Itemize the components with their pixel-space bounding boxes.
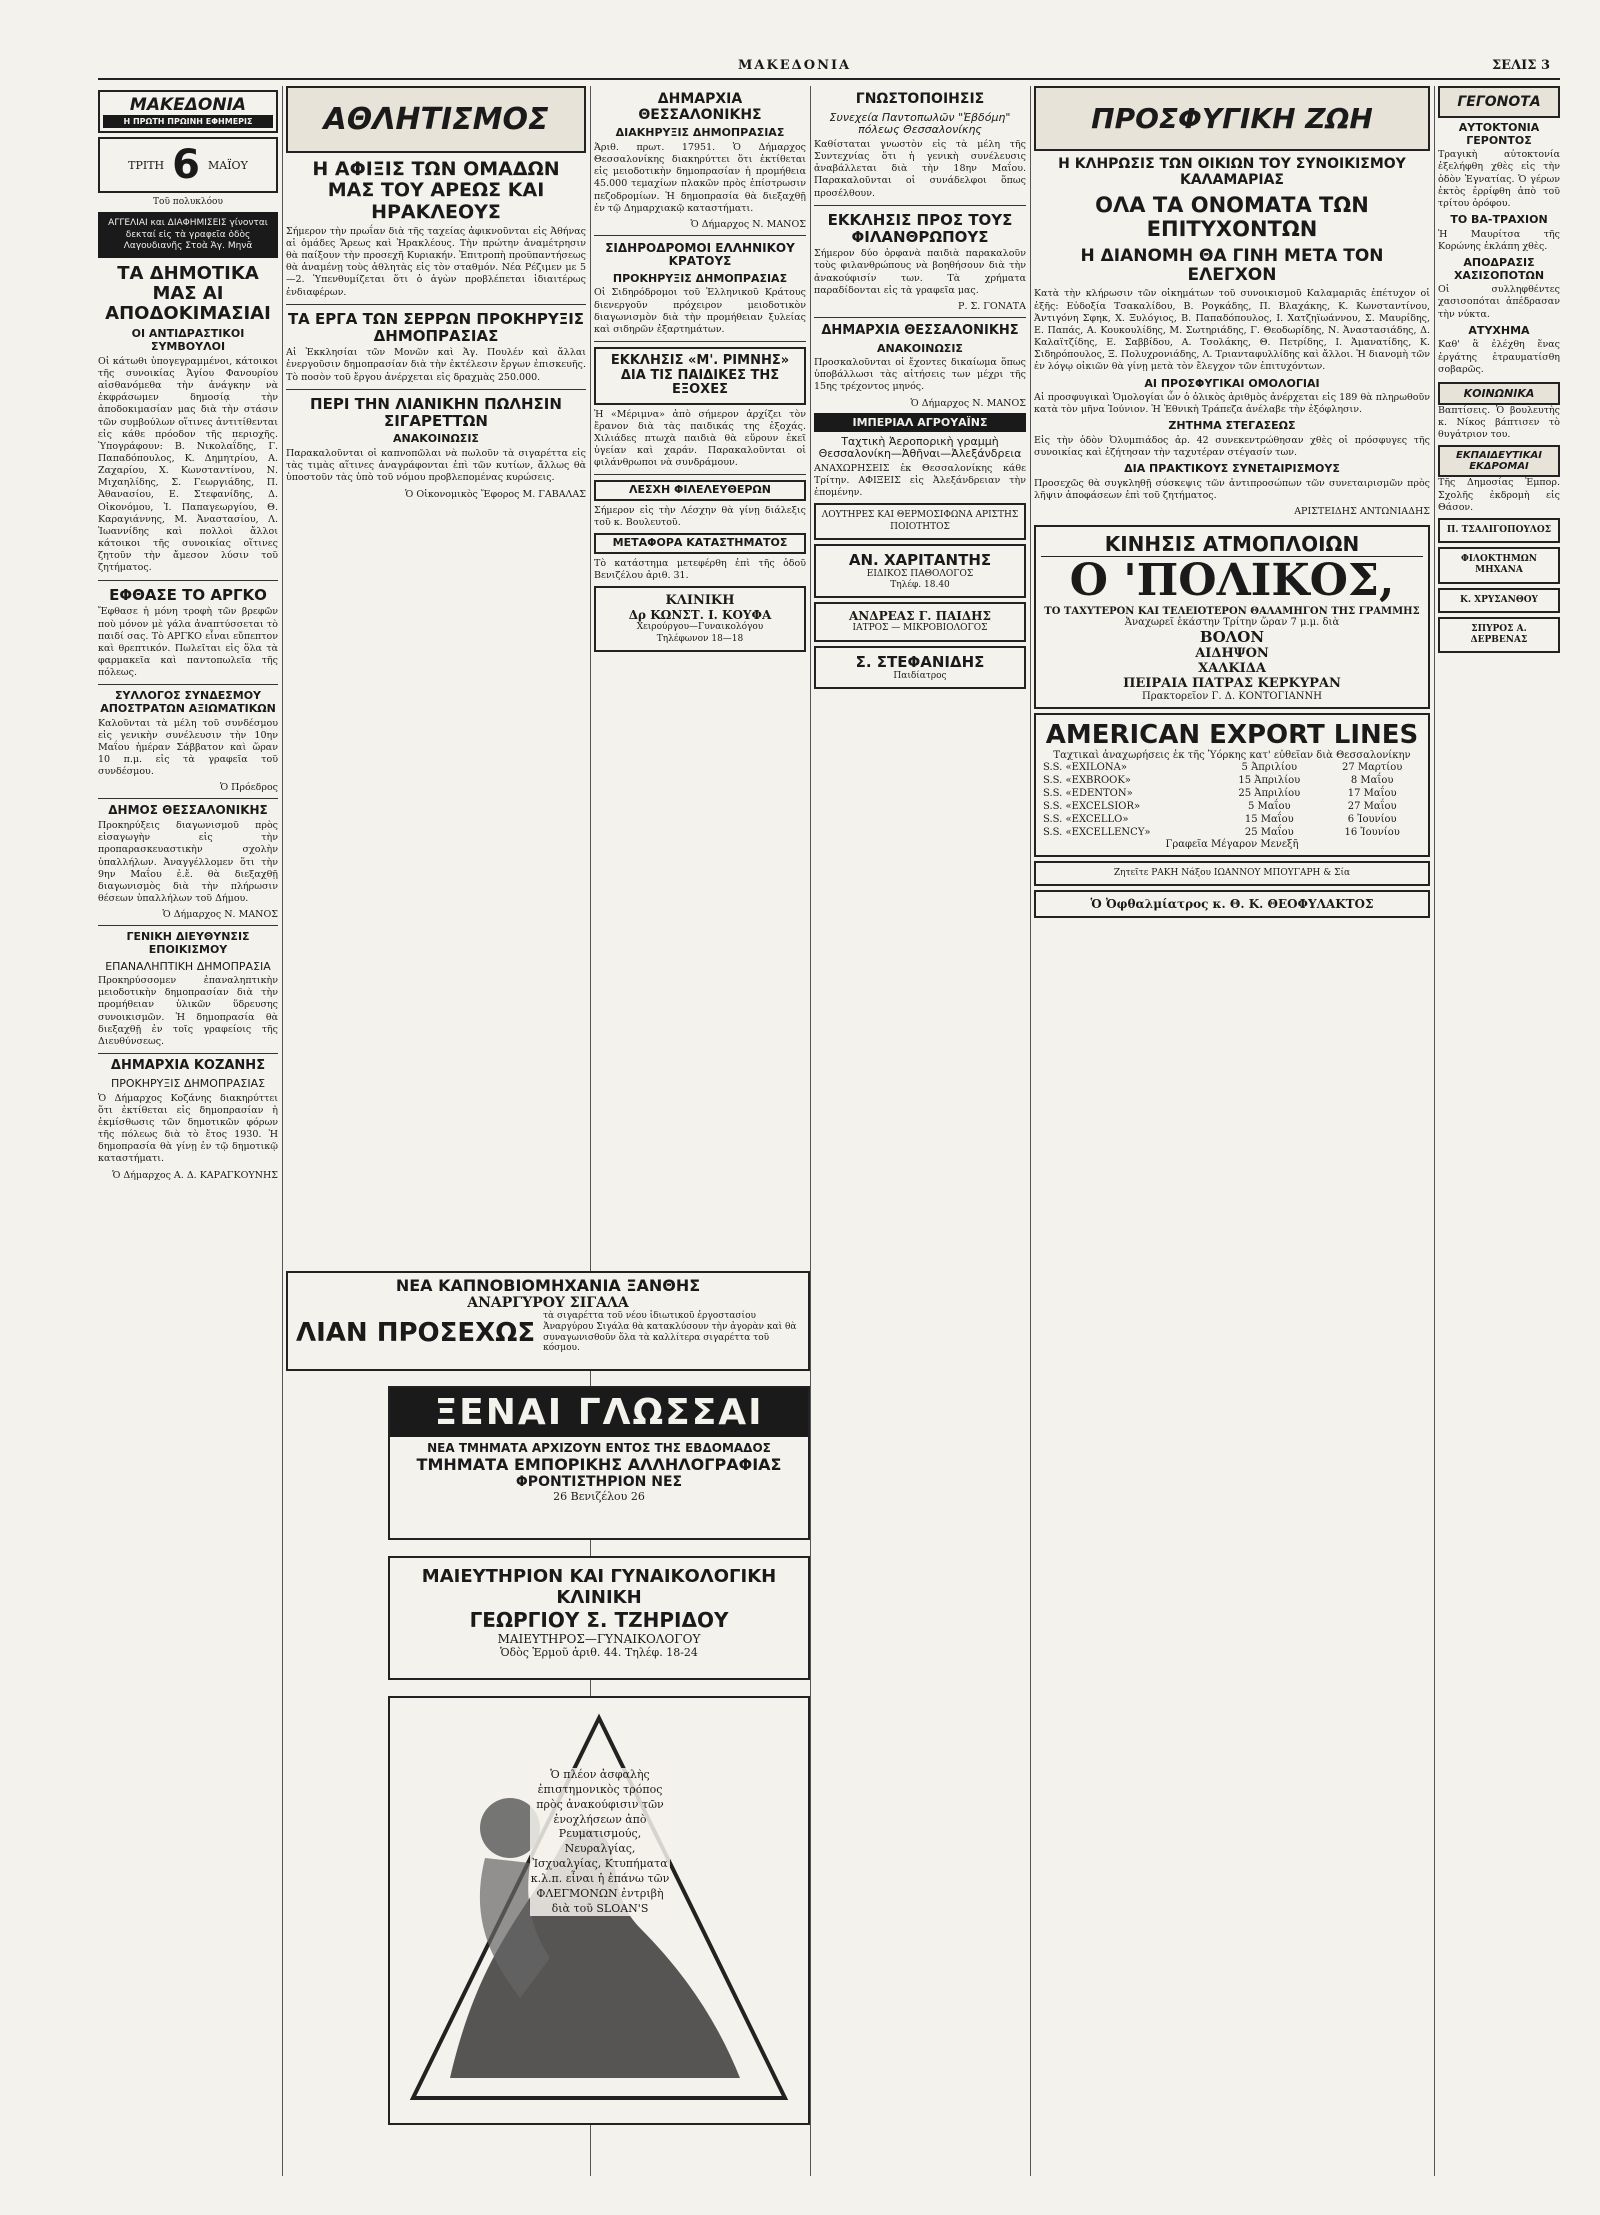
article-body: Καλοῦνται τὰ μέλη τοῦ συνδέσμου εἰς γενικὴν συνέλευσιν τὴν 10ην Μαΐου ἡμέραν Σάββατον καὶ ὥραν 10 π.μ. εἰς τὰ γραφεῖα τοῦ συνδέσμου. — [98, 717, 278, 778]
ship-ad — [1034, 525, 1430, 708]
article-title: ΑΤΥΧΗΜΑ — [1468, 323, 1530, 337]
advertisement: Κ. ΧΡΥΣΑΝΘΟΥ — [1438, 588, 1560, 613]
ad-name: Δρ ΚΩΝΣΤ. Ι. ΚΟΥΦΑ — [628, 608, 772, 623]
table-cell: S.S. «EXCELSIOR» — [1043, 800, 1141, 812]
article-subtitle: ΑΝΑΚΟΙΝΩΣΙΣ — [393, 432, 479, 446]
article-signature: Ὁ Δήμαρχος Ν. ΜΑΝΟΣ — [162, 909, 278, 921]
article-body: Προκηρύσσομεν ἐπαναληπτικὴν μειοδοτικὴν δημοπρασίαν διὰ τὴν προμήθειαν ὑλικῶν ὕδρευσης συνοικισμῶν. Ἡ δημοπρασία θὰ διεξαχθῇ ἐν τοῖς γραφείοις τῆς Διευθύνσεως. — [98, 975, 278, 1047]
article-title: ΕΚΚΛΗΣΙΣ «Μ'. ΡΙΜΝΗΣ» ΔΙΑ ΤΙΣ ΠΑΙΔΙΚΕΣ ΤΗΣ ΕΞΟΧΕΣ — [610, 353, 790, 398]
heater-ad: ΛΟΥΤΗΡΕΣ ΚΑΙ ΘΕΡΜΟΣΙΦΩΝΑ ΑΡΙΣΤΗΣ ΠΟΙΟΤΗΤΟΣ — [814, 503, 1026, 540]
ad-subtitle: ΕΙΔΙΚΟΣ ΠΑΘΟΛΟΓΟΣ — [866, 568, 974, 579]
header-paper-name: ΜΑΚΕΔΟΝΙΑ — [738, 58, 852, 73]
ad-name: ΑΝΑΡΓΥΡΟΥ ΣΙΓΑΛΑ — [467, 1295, 629, 1311]
article-subtitle: ΟΙ ΑΝΤΙΔΡΑΣΤΙΚΟΙ ΣΥΜΒΟΥΛΟΙ — [131, 327, 245, 354]
table-cell: 25 Μαΐου — [1244, 826, 1294, 838]
table-cell: S.S. «EDENTON» — [1043, 787, 1133, 799]
article-subtitle: ΔΙΑΚΗΡΥΞΙΣ ΔΗΜΟΠΡΑΣΙΑΣ — [615, 126, 785, 140]
ad-body: Ὁ πλέον ἀσφαλὴς ἐπιστημονικὸς τρόπος πρὸς ἀνακούφισιν τῶν ἐνοχλήσεων ἀπὸ Ρευματισμούς, Νευραλγίας, Ἰσχυαλγίας, Κτυπήματα κ.λ.π. εἶναι ἡ ἐπάνω τῶν ΦΛΕΓΜΟΝΩΝ ἐντριβὴ διὰ τοῦ SLOAN'S — [530, 1768, 670, 1915]
article-body: Τῆς Δημοσίας Ἐμπορ. Σχολῆς ἐκδρομὴ εἰς Θάσον. — [1438, 477, 1560, 513]
ad-school: ΦΡΟΝΤΙΣΤΗΡΙΟΝ ΝΕΣ — [515, 1474, 683, 1490]
column-1 — [98, 86, 278, 2176]
column-rule — [1030, 86, 1031, 2176]
article-subtitle: Συνεχεία Παντοπωλῶν "Ἑβδόμη" πόλεως Θεσσαλονίκης — [829, 110, 1011, 137]
article-title: ΑΠΟΔΡΑΣΙΣ ΧΑΣΙΣΟΠΟΤΩΝ — [1453, 256, 1545, 282]
article-title: ΔΗΜΑΡΧΙΑ ΘΕΣΣΑΛΟΝΙΚΗΣ — [821, 322, 1019, 338]
article-title: ΠΕΡΙ ΤΗΝ ΛΙΑΝΙΚΗΝ ΠΩΛΗΣΙΝ ΣΙΓΑΡΕΤΤΩΝ — [310, 394, 562, 430]
article-body: Οἱ συλληφθέντες χασισοπόται ἀπέδρασαν τὴν νύκτα. — [1438, 284, 1560, 320]
article-title: ΓΕΝΙΚΗ ΔΙΕΥΘΥΝΣΙΣ ΕΠΟΙΚΙΣΜΟΥ — [126, 930, 250, 956]
airline-subtitle: Ταχτικὴ Ἀεροπορικὴ γραμμὴ Θεσσαλονίκη—Ἀθῆναι—Ἀλεξάνδρεια — [818, 434, 1022, 461]
article-body: Ἀριθ. πρωτ. 17951. Ὁ Δήμαρχος Θεσσαλονίκης διακηρύττει ὅτι ἐκτίθεται εἰς μειοδοτικὴν δημοπρασίαν ἡ προμήθεια 45.000 τεμαχίων πλακῶν πρὸς ἐπίστρωσιν πεζοδρομίων. Ἡ δημοπρασία θὰ διεξαχθῇ ἐν τῷ Δημαρχιακῷ καταστήματι. — [594, 141, 806, 214]
table-cell: S.S. «EXBROOK» — [1043, 774, 1131, 786]
ad-body: τὰ σιγαρέττα τοῦ νέου ἰδιωτικοῦ ἐργοστασίου Ἀναργύρου Σιγάλα θὰ κατακλύσουν τὴν ἀγορὰν καὶ θὰ συναγωνισθοῦν ὅλα τὰ καλλίτερα σιγαρέττα τοῦ κόσμου. — [543, 1311, 797, 1354]
ship-destination: ΧΑΛΚΙΔΑ — [1198, 660, 1266, 676]
ad-phone: Τηλέφωνον 18—18 — [656, 633, 744, 644]
article-body: Καθίσταται γνωστὸν εἰς τὰ μέλη τῆς Συντεχνίας ὅτι ἡ γενικὴ συνέλευσις ἀναβάλλεται διὰ τὴν 18ην Μαΐου. Παρακαλοῦνται οἱ συνάδελφοι ὅπως προσέλθουν. — [814, 138, 1026, 199]
table-row — [1041, 826, 1423, 839]
article-body: Αἱ προσφυγικαὶ Ὁμολογίαι ὧν ὁ ὁλικὸς ἀριθμὸς ἀνέρχεται εἰς 189 θὰ πληρωθοῦν κατὰ τὸν μῆνα Ἰούνιον. Ἡ Ἐθνικὴ Τράπεζα ἀνέλαβε τὴν ἐξόφλησιν. — [1034, 392, 1430, 416]
article-title: ΣΙΔΗΡΟΔΡΟΜΟΙ ΕΛΛΗΝΙΚΟΥ ΚΡΑΤΟΥΣ — [605, 240, 795, 269]
table-cell: 15 Μαΐου — [1244, 813, 1294, 825]
table-cell: 27 Μαΐου — [1347, 800, 1397, 812]
languages-ad — [388, 1386, 810, 1540]
article-body: Σήμερον τὴν πρωΐαν διὰ τῆς ταχείας ἀφικνοῦνται εἰς Ἀθήνας αἱ ὁμάδες Ἄρεως καὶ Ἡρακλέους. Τὴν πρώτην ἀναμέτρησιν θὰ παίξουν τὴν προσεχῆ Κυριακήν. Ἐπιτροπὴ προϋπαντήσεως θὰ ἀναμένῃ τοὺς ἀθλητὰς εἰς τὸν σταθμόν. Νέα Ρέζιμεν με 5—2. Ὑπενθυμίζεται ὅτι ὁ ἀγὼν προβλέπεται ἰδιαιτέρως ἐνδιαφέρων. — [286, 225, 586, 298]
ad-title: ΝΕΑ ΚΑΠΝΟΒΙΟΜΗΧΑΝΙΑ ΞΑΝΘΗΣ — [395, 1276, 701, 1295]
header-page-number: ΣΕΛΙΣ 3 — [1491, 58, 1550, 73]
article-title: ΤΟ ΒΑ-ΤΡΑΧΙΟΝ — [1450, 213, 1548, 227]
column-rule — [1434, 86, 1435, 2176]
masthead-box — [98, 90, 278, 133]
article-body: Σήμερον εἰς τὴν Λέσχην θὰ γίνῃ διάλεξις τοῦ κ. Βουλευτοῦ. — [594, 505, 806, 529]
article-title: ΛΕΣΧΗ ΦΙΛΕΛΕΥΘΕΡΩΝ — [628, 483, 771, 497]
headline-box — [594, 347, 806, 405]
article-signature: Ὁ Οἰκονομικὸς Ἔφορος Μ. ΓΑΒΑΛΑΣ — [405, 488, 586, 500]
article-body: Αἱ Ἐκκλησίαι τῶν Μονῶν καὶ Ἁγ. Πουλέν καὶ ἄλλαι ἐνεργοῦσιν δημοπρασίαν διὰ τὴν ἐκτέλεσιν ἔργων ἐπισκευῆς. Τὸ ποσὸν τοῦ ἔργου ἀνέρχεται εἰς δραχμὰς 250.000. — [286, 347, 586, 383]
ship-destination: ΒΟΛΟΝ — [1199, 627, 1265, 646]
ad-address: Ὁδὸς Ἑρμοῦ ἀριθ. 44. Τηλέφ. 18-24 — [500, 1646, 698, 1659]
headline-box — [594, 480, 806, 501]
ship-destination: ΠΕΙΡΑΙΑ ΠΑΤΡΑΣ ΚΕΡΚΥΡΑΝ — [1123, 675, 1341, 691]
tobacco-ad — [286, 1271, 810, 1371]
ael-heading: AMERICAN EXPORT LINES — [1045, 719, 1419, 750]
article-body: Κατὰ τὴν κλήρωσιν τῶν οἰκημάτων τοῦ συνοικισμοῦ Καλαμαριᾶς ἐπέτυχον οἱ ἑξῆς: Εὐδοξία Τσακαλίδου, Β. Ρογκάδης, Π. Βλαχάκης, Κ. Κωνσταντίνου, Ἀντιγόνη Σφηκ, Χ. Ξυλόγιος, Β. Παπαδόπουλος, Ι. Χατζηϊωάννου, Σ. Μαυρίδης, Ε. Παπάς, Α. Κουκουλίδης, Μ. Σωτηριάδης, Γ. Θεοδωρίδης, Ν. Ἀναστασιάδης, Δ. Καλαϊτζίδης, Ε. Σαββίδου, Α. Τσολάκης, Θ. Πετρίδης, Ι. Ἀμανατίδης, Κ. Σιδηρόπουλος, Ξ. Πολυχρονιάδης, Λ. Τριανταφυλλίδης καὶ ἄλλοι. Ἡ διανομὴ τῶν ἐν λόγῳ οἰκιῶν θὰ γίνῃ μετὰ τὸν ἔλεγχον τῶν ἐπιτυχόντων. — [1034, 288, 1430, 373]
article-body: Προκηρύξεις διαγωνισμοῦ πρὸς εἰσαγωγὴν εἰς τὴν προπαρασκευαστικὴν σχολὴν ὑπαλλήλων. Ἀναγγέλλομεν ὅτι τὴν 9ην Μαΐου ἐ.ἔ. θὰ διεξαχθῇ διαγωνισμὸς διὰ τὴν πλήρωσιν θέσεων ὑπαλλήλων τοῦ Δήμου. — [98, 820, 278, 905]
date-number: 6 — [172, 142, 200, 188]
ad-name: ΓΕΩΡΓΙΟΥ Σ. ΤΖΗΡΙΔΟΥ — [469, 1608, 729, 1632]
ael-subtitle: Ταχτικαὶ ἀναχωρήσεις ἐκ τῆς Ὑόρκης κατ' εὐθεῖαν διὰ Θεσσαλονίκην — [1053, 749, 1411, 761]
article-body: Ἔφθασε ἡ μόνη τροφὴ τῶν βρεφῶν ποὺ μόνον μὲ γάλα ἀναπτύσσεται τὸ παιδί σας. Τὸ ΑΡΓΚΟ εἶναι εὔπεπτον καὶ θρεπτικόν. Πωλεῖται εἰς ὅλα τὰ φαρμακεῖα καὶ παντοπωλεῖα τῆς πόλεως. — [98, 606, 278, 679]
date-day: ΤΡΙΤΗ — [128, 158, 165, 172]
table-cell: 8 Μαΐου — [1350, 774, 1394, 786]
column-6 — [1438, 86, 1560, 2176]
newspaper-page — [98, 56, 1560, 2186]
ael-schedule-table — [1041, 761, 1423, 839]
masthead-subtitle: Η ΠΡΩΤΗ ΠΡΩΙΝΗ ΕΦΗΜΕΡΙΣ — [103, 115, 273, 128]
column-4 — [814, 86, 1026, 2176]
raki-ad: Ζητεῖτε ΡΑΚΗ Νάξου ΙΩΑΝΝΟΥ ΜΠΟΥΓΑΡΗ & Σία — [1034, 861, 1430, 886]
ship-name: Ο 'ΠΟΛΙΚΟΣ, — [1069, 555, 1395, 607]
article-subtitle: ΑΝΑΚΟΙΝΩΣΙΣ — [877, 341, 963, 355]
article-body: Οἱ κάτωθι ὑπογεγραμμένοι, κάτοικοι τῆς συνοικίας Ἁγίου Φανουρίου αἰσθανόμεθα τὴν ἀνάγκην νὰ ἐκφράσωμεν δημοσίᾳ τὴν ἀποδοκιμασίαν μας διὰ τὴν στάσιν τῶν συμβούλων οἵτινες ἀντιτίθενται εἰς κάθε πρόοδον τῆς περιοχῆς. Ὑπογράφουν: Β. Νικολαΐδης, Γ. Παπαδόπουλος, Κ. Δημητρίου, Α. Ζαχαρίου, Χ. Κωνσταντίνου, Ν. Μιχαηλίδης, Σ. Γεωργιάδης, Π. Ἀθανασίου, Ε. Στεφανίδης, Δ. Οἰκονόμου, Ἰ. Παπαγεωργίου, Θ. Καραγιάννης, Μ. Ἀναστασίου, Λ. Ἰωαννίδης καὶ πολλοὶ ἄλλοι κάτοικοι τῆς συνοικίας οἵτινες ζητοῦν τὴν ἄμεσον λύσιν τοῦ ζητήματος. — [98, 355, 278, 574]
article-title: ΑΥΤΟΚΤΟΝΙΑ ΓΕΡΟΝΤΟΣ — [1458, 121, 1540, 147]
article-body: Εἰς τὴν ὁδὸν Ὀλυμπιάδος ἀρ. 42 συνεκεντρώθησαν χθὲς οἱ πρόσφυγες τῆς συνοικίας καὶ ἐζήτησαν τὴν ταχυτέραν στέγασίν των. — [1034, 435, 1430, 459]
article-title: ΕΦΘΑΣΕ ΤΟ ΑΡΓΚΟ — [109, 585, 267, 604]
article-subtitle: ΖΗΤΗΜΑ ΣΤΕΓΑΣΕΩΣ — [1168, 419, 1296, 433]
ad-title: ΜΑΙΕΥΤΗΡΙΟΝ ΚΑΙ ΓΥΝΑΙΚΟΛΟΓΙΚΗ ΚΛΙΝΙΚΗ — [421, 1566, 777, 1608]
column-rule — [810, 86, 811, 2176]
article-title: ΕΚΚΛΗΣΙΣ ΠΡΟΣ ΤΟΥΣ ΦΙΛΑΝΘΡΩΠΟΥΣ — [827, 210, 1013, 246]
section-banner: ΑΘΛΗΤΙΣΜΟΣ — [286, 86, 586, 153]
article-subtitle: ΕΠΑΝΑΛΗΠΤΙΚΗ ΔΗΜΟΠΡΑΣΙΑ — [105, 959, 271, 973]
article-signature: Ρ. Σ. ΓΟΝΑΤΑ — [958, 300, 1026, 312]
article-signature: Ὁ Δήμαρχος Ν. ΜΑΝΟΣ — [690, 218, 806, 230]
ad-name: ΑΝΔΡΕΑΣ Γ. ΠΑΙΔΗΣ — [849, 609, 991, 624]
table-cell: 5 Ἀπριλίου — [1241, 761, 1298, 773]
article-title: ΔΗΜΑΡΧΙΑ ΘΕΣΣΑΛΟΝΙΚΗΣ — [638, 91, 762, 123]
table-cell: 27 Μαρτίου — [1342, 761, 1403, 773]
date-box — [98, 137, 278, 193]
airline-body: ΑΝΑΧΩΡΗΣΕΙΣ ἐκ Θεσσαλονίκης κάθε Τρίτην. ΑΦΙΞΕΙΣ εἰς Ἀλεξάνδρειαν τὴν ἑπομένην. — [814, 462, 1026, 499]
ship-heading: ΚΙΝΗΣΙΣ ΑΤΜΟΠΛΟΙΩΝ — [1041, 532, 1423, 557]
ad-subtitle: ΝΕΑ ΤΜΗΜΑΤΑ ΑΡΧΙΖΟΥΝ ΕΝΤΟΣ ΤΗΣ ΕΒΔΟΜΑΔΟΣ — [427, 1441, 771, 1455]
american-export-ad — [1034, 713, 1430, 857]
airline-title: ΙΜΠΕΡΙΑΛ ΑΓΡΟΥΑΪΝΣ — [814, 413, 1026, 432]
section-banner: ΓΕΓΟΝΟΤΑ — [1438, 86, 1560, 118]
article-body: Βαπτίσεις. Ὁ βουλευτὴς κ. Νίκος βάπτισεν τὸ θυγάτριον του. — [1438, 404, 1560, 441]
date-subtitle: Τοῦ πολυκλόου — [153, 197, 223, 207]
advertisement: ΣΠΥΡΟΣ Α. ΔΕΡΒΕΝΑΣ — [1438, 617, 1560, 654]
ael-office: Γραφεῖα Μέγαρον Μενεξῆ — [1165, 838, 1299, 850]
article-title: ΔΗΜΑΡΧΙΑ ΚΟΖΑΝΗΣ — [110, 1058, 266, 1074]
article-body: Τὸ κατάστημα μετεφέρθη ἐπὶ τῆς ὁδοῦ Βενιζέλου ἀριθ. 31. — [594, 558, 806, 582]
article-signature: Ὁ Πρόεδρος — [219, 782, 278, 794]
ad-phone: Τηλέφ. 18.40 — [890, 580, 950, 591]
article-subtitle: ΠΡΟΚΗΡΥΞΙΣ ΔΗΜΟΠΡΑΣΙΑΣ — [612, 271, 788, 285]
article-title: Η ΔΙΑΝΟΜΗ ΘΑ ΓΙΝΗ ΜΕΤΑ ΤΟΝ ΕΛΕΓΧΟΝ — [1080, 246, 1384, 286]
article-body: Ὁ Δήμαρχος Κοζάνης διακηρύττει ὅτι ἐκτίθεται εἰς δημοπρασίαν ἡ ἐκμίσθωσις τῶν δημοτικῶν φόρων τῆς πόλεως διὰ τὸ ἔτος 1930. Ἡ δημοπρασία θὰ γίνῃ ἐν τῷ δημοτικῷ καταστήματι. — [98, 1092, 278, 1165]
article-body: Προσεχῶς θὰ συγκληθῇ σύσκεψις τῶν ἀντιπροσώπων τῶν συνεταιρισμῶν πρὸς λῆψιν ἀποφάσεων ἐπὶ τοῦ ζητήματος. — [1034, 478, 1430, 502]
article-title: ΔΗΜΟΣ ΘΕΣΣΑΛΟΝΙΚΗΣ — [108, 803, 268, 818]
article-body: Οἱ Σιδηρόδρομοι τοῦ Ἑλληνικοῦ Κράτους διενεργοῦν πρόχειρον μειοδοτικὸν διαγωνισμὸν διὰ τὴν προμήθειαν ξυλείας καὶ σιδηρῶν ἐξαρτημάτων. — [594, 287, 806, 335]
article-title: ΤΑ ΕΡΓΑ ΤΩΝ ΣΕΡΡΩΝ ΠΡΟΚΗΡΥΞΙΣ ΔΗΜΟΠΡΑΣΙΑΣ — [287, 309, 585, 345]
ad-title: ΞΕΝΑΙ ΓΛΩΣΣΑΙ — [390, 1388, 808, 1437]
article-signature: Ὁ Δήμαρχος Ν. ΜΑΝΟΣ — [910, 397, 1026, 409]
article-title: ΓΝΩΣΤΟΠΟΙΗΣΙΣ — [855, 91, 985, 107]
table-row — [1041, 813, 1423, 826]
ship-agent: Πρακτορεῖον Γ. Δ. ΚΟΝΤΟΓΙΑΝΝΗ — [1142, 690, 1322, 702]
article-subtitle: ΑΙ ΠΡΟΣΦΥΓΙΚΑΙ ΟΜΟΛΟΓΙΑΙ — [1144, 376, 1320, 390]
ad-title: ΚΛΙΝΙΚΗ — [665, 593, 735, 609]
article-title: Η ΑΦΙΞΙΣ ΤΩΝ ΟΜΑΔΩΝ ΜΑΣ ΤΟΥ ΑΡΕΩΣ ΚΑΙ ΗΡΑΚΛΕΟΥΣ — [312, 158, 560, 223]
table-row — [1041, 800, 1423, 813]
ship-subtitle: ΤΟ ΤΑΧΥΤΕΡΟΝ ΚΑΙ ΤΕΛΕΙΟΤΕΡΟΝ ΘΑΛΑΜΗΓΟΝ ΤΗΣ ΓΡΑΜΜΗΣ — [1044, 605, 1420, 617]
article-title: ΤΑ ΔΗΜΟΤΙΚΑ ΜΑΣ ΑΙ ΑΠΟΔΟΚΙΜΑΣΙΑΙ — [105, 263, 271, 325]
clinic-ad — [594, 586, 806, 652]
table-cell: S.S. «EXCELLO» — [1043, 813, 1129, 825]
doctor-ad — [814, 646, 1026, 689]
article-body: Προσκαλοῦνται οἱ ἔχοντες δικαίωμα ὅπως ὑποβάλλωσι τὰς αἰτήσεις των μέχρι τῆς 15ης τρέχοντος μηνός. — [814, 357, 1026, 393]
sloans-ad — [388, 1696, 810, 2125]
article-body: Σήμερον δύο ὀρφανὰ παιδιὰ παρακαλοῦν τοὺς φιλανθρώπους νὰ βοηθήσουν διὰ τὴν ἀνακούφισίν των. Τὰ χρήματα παραδίδονται εἰς τὰ γραφεῖα μας. — [814, 248, 1026, 296]
ad-address: 26 Βενιζέλου 26 — [553, 1490, 645, 1503]
table-cell: S.S. «EXILONA» — [1043, 761, 1127, 773]
section-banner: ΚΟΙΝΩΝΙΚΑ — [1438, 382, 1560, 405]
article-body: Καθ' ἃ ἐλέχθη ἕνας ἐργάτης ἐτραυματίσθη σοβαρῶς. — [1438, 339, 1560, 375]
table-cell: 25 Ἀπριλίου — [1238, 787, 1301, 799]
table-cell: 15 Ἀπριλίου — [1238, 774, 1301, 786]
article-body: Τραγικὴ αὐτοκτονία ἐξελήφθη χθὲς εἰς τὴν ὁδὸν Ἐγνατίας. Ὁ γέρων ἐκτὸς ἐρρίφθη ἀπὸ τοῦ τρίτου ὀρόφου. — [1438, 149, 1560, 209]
ad-headline: ΛΙΑΝ ΠΡΟΣΕΧΩΣ — [296, 1317, 536, 1348]
section-banner: ΠΡΟΣΦΥΓΙΚΗ ΖΩΗ — [1034, 86, 1430, 151]
ad-notice: ΑΓΓΕΛΙΑΙ και ΔΙΑΦΗΜΙΣΕΙΣ γίνονται δεκταί εἰς τὰ γραφεῖα ὁδὸς Λαγουδιανῆς Στοὰ Ἁγ. Μηνᾶ — [98, 212, 278, 258]
table-row — [1041, 774, 1423, 787]
ad-subtitle: ΤΜΗΜΑΤΑ ΕΜΠΟΡΙΚΗΣ ΑΛΛΗΛΟΓΡΑΦΙΑΣ — [416, 1455, 782, 1474]
ship-departure: Ἀναχωρεῖ ἑκάστην Τρίτην ὥραν 7 μ.μ. διὰ — [1124, 616, 1340, 628]
article-title: ΣΥΛΛΟΓΟΣ ΣΥΝΔΕΣΜΟΥ ΑΠΟΣΤΡΑΤΩΝ ΑΞΙΩΜΑΤΙΚΩΝ — [100, 689, 276, 715]
column-2 — [286, 86, 586, 1266]
ship-destination: ΑΙΔΗΨΟΝ — [1195, 645, 1269, 661]
headline-box — [594, 533, 806, 554]
article-body: Ἡ Μαυρίτσα τῆς Κορώνης ἐκλάπη χθὲς. — [1438, 228, 1560, 252]
article-subtitle: ΠΡΟΚΗΡΥΞΙΣ ΔΗΜΟΠΡΑΣΙΑΣ — [110, 1077, 266, 1091]
table-cell: 5 Μαΐου — [1248, 800, 1291, 812]
masthead-title: ΜΑΚΕΔΟΝΙΑ — [129, 95, 247, 115]
article-signature: ΑΡΙΣΤΕΙΔΗΣ ΑΝΤΩΝΙΑΔΗΣ — [1294, 506, 1430, 518]
table-cell: 16 Ἰουνίου — [1344, 826, 1400, 838]
table-cell: 6 Ἰουνίου — [1347, 813, 1397, 825]
ad-subtitle: Παιδίατρος — [893, 670, 947, 681]
date-month: ΜΑΪΟΥ — [208, 158, 248, 172]
article-subtitle: ΔΙΑ ΠΡΑΚΤΙΚΟΥΣ ΣΥΝΕΤΑΙΡΙΣΜΟΥΣ — [1124, 462, 1340, 476]
table-row — [1041, 761, 1423, 774]
ad-name: Σ. ΣΤΕΦΑΝΙΔΗΣ — [855, 652, 985, 671]
ad-subtitle: ΜΑΙΕΥΤΗΡΟΣ—ΓΥΝΑΙΚΟΛΟΓΟΥ — [497, 1632, 701, 1646]
article-title: ΟΛΑ ΤΑ ΟΝΟΜΑΤΑ ΤΩΝ ΕΠΙΤΥΧΟΝΤΩΝ — [1095, 193, 1369, 241]
doctor-ad — [814, 544, 1026, 599]
table-cell: S.S. «EXCELLENCY» — [1043, 826, 1151, 838]
eye-doctor-ad: Ὁ Ὀφθαλμίατρος κ. Θ. Κ. ΘΕΟΦΥΛΑΚΤΟΣ — [1034, 890, 1430, 918]
page-header — [98, 56, 1560, 80]
advertisement: Π. ΤΣΑΛΙΓΟΠΟΥΛΟΣ — [1438, 518, 1560, 543]
column-rule — [282, 86, 283, 2176]
doctor-ad — [814, 602, 1026, 641]
table-cell: 17 Μαΐου — [1347, 787, 1397, 799]
column-3 — [594, 86, 806, 1326]
advertisement: ΦΙΛΟΚΤΗΜΩΝ ΜΗΧΑΝΑ — [1438, 547, 1560, 584]
maternity-clinic-ad — [388, 1556, 810, 1680]
ad-subtitle: Χειρούργου—Γυναικολόγου — [636, 622, 764, 633]
article-body: Παρακαλοῦνται οἱ καπνοπῶλαι νὰ πωλοῦν τὰ σιγαρέττα εἰς τὰς τιμὰς αἵτινες ἀναγράφονται ἐπὶ τῶν κυτίων, ἄλλως θὰ ὑποστοῦν τὰς ὑπὸ τοῦ νόμου προβλεπομένας κυρώσεις. — [286, 448, 586, 484]
column-5 — [1034, 86, 1430, 2176]
section-banner: ΕΚΠΑΙΔΕΥΤΙΚΑΙ ΕΚΔΡΟΜΑΙ — [1438, 445, 1560, 477]
article-title: ΜΕΤΑΦΟΡΑ ΚΑΤΑΣΤΗΜΑΤΟΣ — [612, 536, 788, 550]
article-title: Η ΚΛΗΡΩΣΙΣ ΤΩΝ ΟΙΚΙΩΝ ΤΟΥ ΣΥΝΟΙΚΙΣΜΟΥ ΚΑΛΑΜΑΡΙΑΣ — [1058, 156, 1406, 188]
article-signature: Ὁ Δήμαρχος Α. Δ. ΚΑΡΑΓΚΟΥΝΗΣ — [112, 1169, 278, 1181]
table-row — [1041, 787, 1423, 800]
article-body: Ἡ «Μέριμνα» ἀπὸ σήμερον ἀρχίζει τὸν ἔρανον διὰ τὰς παιδικάς της ἐξοχάς. Χιλιάδες πτωχὰ παιδιὰ θὰ εὕρουν ἐκεῖ ὑγείαν καὶ χαράν. Παρακαλοῦνται οἱ φιλάνθρωποι νὰ συνδράμουν. — [594, 408, 806, 469]
ad-subtitle: ΙΑΤΡΟΣ — ΜΙΚΡΟΒΙΟΛΟΓΟΣ — [852, 623, 988, 634]
ad-name: ΑΝ. ΧΑΡΙΤΑΝΤΗΣ — [848, 550, 992, 569]
